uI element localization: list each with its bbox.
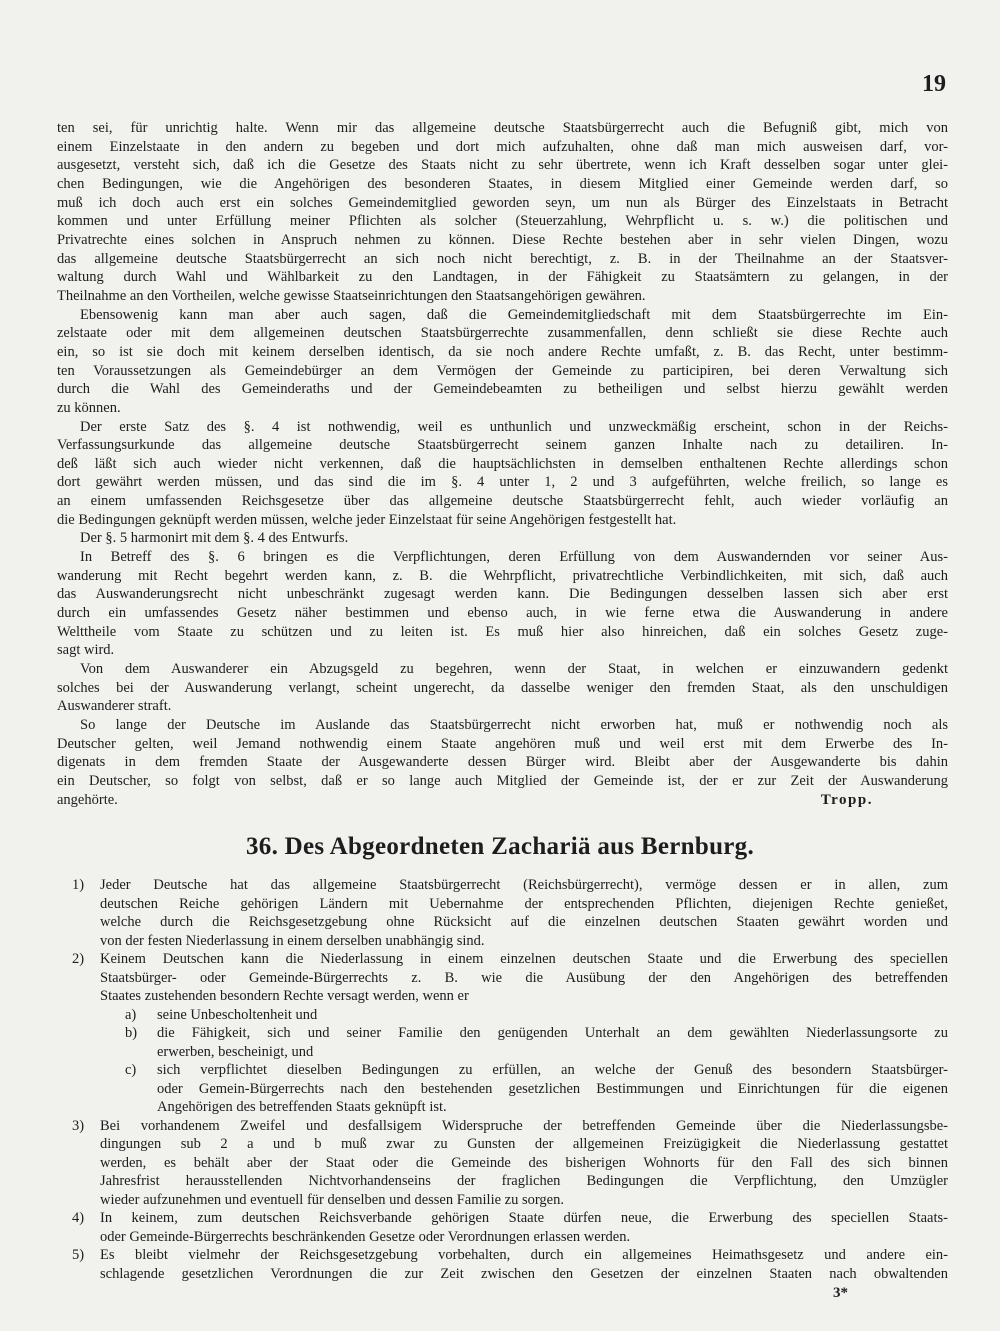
text-line: deutschen Reiche gehörigen Ländern mit Uebernahme der entsprechenden Pflichten, diejenigen Rechte genießet, bbox=[100, 895, 948, 912]
text-line: Verfassungsurkunde das allgemeine deutsche Staatsbürgerrecht seinem ganzen Inhalte nach zu detailiren. In- bbox=[57, 437, 948, 454]
list-item bbox=[57, 1117, 948, 1210]
paragraph bbox=[57, 548, 948, 660]
list-item bbox=[57, 1209, 948, 1246]
text-line: Auswanderer straft. bbox=[57, 698, 172, 715]
list-subitem bbox=[57, 1024, 948, 1061]
text-line: Keinem Deutschen kann die Niederlassung in einem einzelnen deutschen Staate und die Erwerbung des speciellen bbox=[100, 951, 948, 967]
text-line: von der festen Niederlassung in einem derselben unabhängig sind. bbox=[100, 932, 485, 949]
text-line: oder Gemein-Bürgerrechts nach den bestehenden gesetzlichen Bestimmungen und Einrichtungen für die eigenen bbox=[157, 1080, 948, 1097]
text-line: Bei vorhandenem Zweifel und desfallsigem Widerspruche der betreffenden Gemeinde über die Niederlassungsbe- bbox=[100, 1117, 948, 1134]
text-line: wieder aufzunehmen und eventuell für denselben und dessen Familie zu sorgen. bbox=[100, 1191, 564, 1208]
list-item-number: 4) bbox=[72, 1210, 85, 1226]
text-line: In Betreff des §. 6 bringen es die Verpflichtungen, deren Erfüllung von dem Auswandernden vor seiner Aus- bbox=[80, 549, 948, 566]
list-item-number: 2) bbox=[72, 951, 85, 967]
list-subitem bbox=[57, 1061, 948, 1117]
text-line: durch ein umfassendes Gesetz näher bestimmen und ebenso auch, in wie ferne etwa die Auswanderung in andere bbox=[57, 605, 948, 622]
text-line: das Auswanderungsrecht nicht unbeschränkt zugesagt werden kann. Die Bedingungen desselben lassen sich aber erst bbox=[57, 586, 948, 603]
text-line: waltung durch Wahl und Wählbarkeit zu den Landtagen, in der Fähigkeit zu Staatsämtern zu gelangen, in der bbox=[57, 269, 948, 286]
list-subitem-text bbox=[157, 1061, 948, 1117]
list-subitem-letter: a) bbox=[125, 1006, 137, 1023]
paragraph bbox=[57, 306, 948, 418]
text-line: durch die Wahl des Gemeinderaths und der Gemeindebeamten zu betheiligen und selbst hierzu gewählt werden bbox=[57, 381, 948, 398]
text-line: Theilnahme an den Vortheilen, welche gewisse Staatseinrichtungen den Staatsangehörigen gewähren. bbox=[57, 287, 646, 304]
text-line: dort gewährt werden müssen, und das sind die im §. 4 unter 1, 2 und 3 aufgeführten, welche freilich, so lange es bbox=[57, 474, 948, 491]
text-line: dingungen sub 2 a und b muß zwar zu Gunsten der allgemeinen Freizügigkeit die Niederlassung gestattet bbox=[100, 1136, 948, 1152]
text-line: angehörte. bbox=[57, 791, 118, 808]
text-line: Jeder Deutsche hat das allgemeine Staatsbürgerrecht (Reichsbürgerrecht), vermöge dessen er in allen, zum bbox=[100, 877, 948, 893]
list-item-text bbox=[100, 1117, 948, 1210]
text-line: wanderung mit Recht begehrt werden kann, z. B. die Wehrpflicht, privatrechtliche Verbindlichkeiten, mit sich, daß auch bbox=[57, 567, 948, 584]
text-line: ein, so ist sie doch mit keinem derselben identisch, da sie noch andere Rechte umfaßt, z. B. das Recht, unter bestimm- bbox=[57, 343, 948, 360]
text-line: sich verpflichtet dieselben Bedingungen zu erfüllen, an welche der Genuß des besondern Staatsbürger- bbox=[157, 1062, 948, 1078]
text-line: seine Unbescholtenheit und bbox=[157, 1006, 318, 1023]
text-line: ein Deutscher, so folgt von selbst, daß er so lange auch Mitglied der Gemeinde ist, der er zur Zeit der Auswanderung bbox=[57, 772, 948, 789]
text-line: Der erste Satz des §. 4 ist nothwendig, weil es unthunlich und unzweckmäßig erscheint, schon in der Reichs- bbox=[80, 418, 948, 435]
text-line: chen Bedingungen, wie die Angehörigen des besonderen Staates, in diesem Mitglied einer Gemeinde werden darf, so bbox=[57, 175, 948, 192]
page-number: 19 bbox=[922, 71, 946, 97]
list-subitem-text bbox=[157, 1024, 948, 1061]
list-item bbox=[57, 1246, 948, 1283]
list-subitem-text bbox=[157, 1006, 948, 1025]
text-line: Staatsbürger- oder Gemeinde-Bürgerrechts z. B. wie die Ausübung der den Angehörigen des betreffenden bbox=[100, 969, 948, 986]
text-line: solches bei der Auswanderung verlangt, scheint ungerecht, da dasselbe weniger den fremden Staat, als den unschuldigen bbox=[57, 679, 948, 696]
text-line: Staates zustehenden besondern Rechte versagt werden, wenn er bbox=[100, 988, 469, 1004]
text-line: ten sei, für unrichtig halte. Wenn mir das allgemeine deutsche Staatsbürgerrecht auch die Befugniß gibt, mich von bbox=[57, 120, 948, 136]
text-line: kommen und unter Erfüllung meiner Pflichten als solcher (Steuerzahlung, Wehrpflicht u. s. w.) die politischen und bbox=[57, 213, 948, 230]
text-line: digenats in dem fremden Staate der Ausgewanderte dessen Bürger wird. Bleibt aber der Ausgewanderte bis dahin bbox=[57, 754, 948, 771]
text-line: Der §. 5 harmonirt mit dem §. 4 des Entwurfs. bbox=[80, 530, 349, 547]
text-line: In keinem, zum deutschen Reichsverbande gehörigen Staate dürfen neue, die Erwerbung des speciellen Staats- bbox=[100, 1210, 948, 1226]
paragraph bbox=[57, 660, 948, 716]
text-line: Es bleibt vielmehr der Reichsgesetzgebung vorbehalten, durch ein allgemeines Heimathsgesetz und andere ein- bbox=[100, 1247, 948, 1263]
section-heading: 36. Des Abgeordneten Zachariä aus Bernburg. bbox=[245, 833, 755, 860]
paragraph bbox=[57, 119, 948, 306]
text-line: werden, es behält aber der Staat oder die Gemeinde des bisherigen Wohnorts für den Fall des sich binnen bbox=[100, 1154, 948, 1171]
text-line: sagt wird. bbox=[57, 642, 115, 659]
text-line: Welttheile vom Staate zu schützen und zu leiten ist. Es muß hier also hinreichen, daß ein solches Gesetz zuge- bbox=[57, 623, 948, 640]
text-line: einem Einzelstaate in den andern zu begeben und dort mich aufzuhalten, ohne daß man mich ausweisen darf, vor- bbox=[57, 138, 948, 155]
text-line: Ebensowenig kann man aber auch sagen, daß die Gemeindemitgliedschaft mit dem Staatsbürgerrechte im Ein- bbox=[80, 306, 948, 323]
list-subitem bbox=[57, 1006, 948, 1025]
paragraph bbox=[57, 529, 948, 548]
text-line: das allgemeine deutsche Staatsbürgerrecht an sich noch nicht berechtigt, z. B. in der Theilnahme an der Staatsver- bbox=[57, 250, 948, 267]
numbered-list bbox=[57, 876, 948, 1283]
text-line: Deutscher gelten, weil Jemand nothwendig einem Staate angehören muß und weil erst mit dem Erwerbe des In- bbox=[57, 735, 948, 752]
text-line: Privatrechte eines solchen in Anspruch nehmen zu können. Diese Rechte bestehen aber in sehr vielen Dingen, wozu bbox=[57, 231, 948, 248]
list-item-number: 1) bbox=[72, 877, 85, 893]
text-line: erwerben, bescheinigt, und bbox=[157, 1043, 314, 1060]
text-line: Angehörigen des betreffenden Staats geknüpft ist. bbox=[157, 1099, 447, 1115]
body-text bbox=[57, 119, 948, 809]
list-item-text bbox=[100, 1209, 948, 1246]
paragraph bbox=[57, 418, 948, 530]
text-line: ausgesetzt, versteht sich, daß ich die Gesetze des Staats nicht zu sehr übertrete, wenn ich Kraft desselben sogar unter glei- bbox=[57, 157, 948, 174]
text-line: Jahresfrist herausstellenden Nichtvorhandenseins der fraglichen Bedingungen die Verpflichtung, den Umzügler bbox=[100, 1173, 948, 1189]
text-line: oder Gemeinde-Bürgerrechts beschränkenden Gesetze oder Verordnungen erlassen werden. bbox=[100, 1228, 631, 1245]
text-line: zu können. bbox=[57, 399, 121, 416]
text-line: die Bedingungen geknüpft werden müssen, welche jeder Einzelstaat für seine Angehörigen festgestellt hat. bbox=[57, 511, 677, 528]
text-line: So lange der Deutsche im Auslande das Staatsbürgerrecht nicht erworben hat, muß er nothwendig noch als bbox=[80, 717, 948, 733]
list-item bbox=[57, 950, 948, 1006]
author-signature: Tropp. bbox=[820, 792, 873, 808]
paragraph bbox=[57, 716, 948, 809]
list-item-text bbox=[100, 876, 948, 950]
list-item-number: 5) bbox=[72, 1247, 85, 1263]
list-item-text bbox=[100, 1246, 948, 1283]
text-line: die Fähigkeit, sich und seiner Familie den genügenden Unterhalt an dem gewählten Niederlassungsorte zu bbox=[157, 1025, 948, 1041]
text-line: Von dem Auswanderer ein Abzugsgeld zu begehren, wenn der Staat, in welchen er einzuwandern gedenkt bbox=[80, 661, 948, 678]
list-item-number: 3) bbox=[72, 1117, 85, 1134]
text-line: muß ich doch auch erst ein solches Gemeindemitglied geworden seyn, um nun als Bürger des Einzelstaats in Betracht bbox=[57, 194, 948, 211]
text-line: zelstaate oder mit dem allgemeinen deutschen Staatsbürgerrechte zusammenfallen, denn schließt sie diese Rechte auch bbox=[57, 325, 948, 342]
list-subitem-letter: c) bbox=[125, 1062, 137, 1078]
text-line: deß läßt sich auch wieder nicht verkennen, daß die hauptsächlichsten in demselben enthaltenen Rechte allerdings schon bbox=[57, 455, 948, 472]
text-line: schlagende gesetzlichen Verordnungen die zur Zeit zwischen den Gesetzen der einzelnen Staaten nach obwaltenden bbox=[100, 1265, 948, 1282]
text-line: ten Voraussetzungen als Gemeindebürger an dem Vermögen der Gemeinde zu participiren, bei deren Verwaltung sich bbox=[57, 362, 948, 379]
list-subitem-letter: b) bbox=[125, 1025, 138, 1041]
list-item bbox=[57, 876, 948, 950]
text-line: an einem umfassenden Reichsgesetze über das allgemeine deutsche Staatsbürgerrecht fehlt, auch wieder vorläufig an bbox=[57, 493, 948, 510]
list-item-text bbox=[100, 950, 948, 1006]
text-line: welche durch die Reichsgesetzgebung ohne Rücksicht auf die einzelnen deutschen Staaten gewährt worden und bbox=[100, 914, 948, 930]
signature-mark: 3* bbox=[833, 1285, 848, 1301]
